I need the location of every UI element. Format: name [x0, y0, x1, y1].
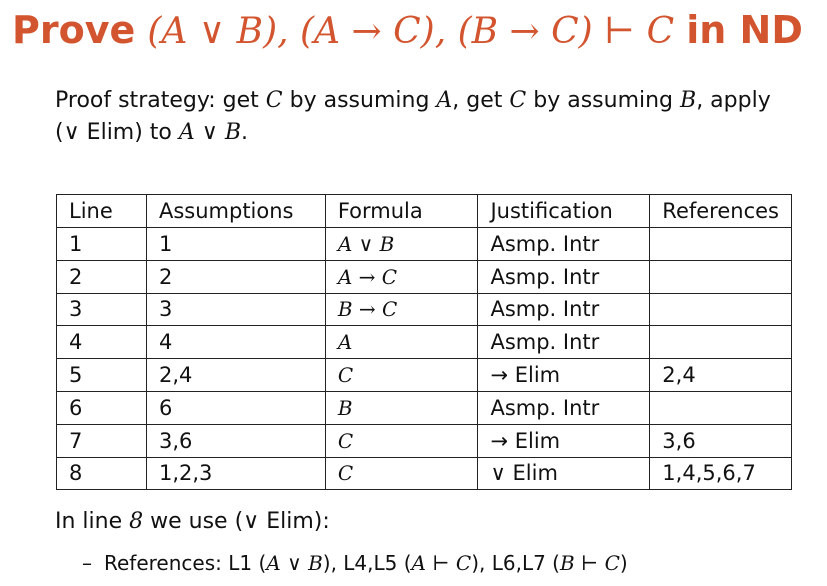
cell-references — [650, 260, 792, 293]
strategy-math: C — [265, 88, 283, 113]
cell-assumptions: 3,6 — [146, 424, 325, 457]
title-prefix: Prove — [12, 8, 136, 52]
cell-formula: C — [325, 457, 478, 490]
note-text: In line — [55, 509, 130, 534]
strategy-math: C — [509, 88, 527, 113]
cell-line: 1 — [57, 228, 147, 261]
cell-references — [650, 391, 792, 424]
header-references: References — [650, 195, 792, 228]
cell-assumptions: 2 — [146, 260, 325, 293]
refs-math: A ∨ B — [266, 551, 323, 575]
cell-line: 7 — [57, 424, 147, 457]
table-row — [57, 391, 792, 424]
strategy-math: A — [436, 88, 453, 113]
cell-formula: A — [325, 326, 478, 359]
title-formula: (A ∨ B), (A → C), (B → C) ⊢ C — [147, 11, 675, 52]
strategy-text: by assuming — [526, 88, 681, 113]
cell-assumptions: 4 — [146, 326, 325, 359]
cell-formula: A ∨ B — [325, 228, 478, 261]
cell-references: 1,4,5,6,7 — [650, 457, 792, 490]
slide-title — [12, 8, 803, 52]
cell-assumptions: 2,4 — [146, 359, 325, 392]
proof-table — [56, 194, 792, 490]
strategy-math: B — [680, 88, 697, 113]
cell-justification: Asmp. Intr — [478, 326, 650, 359]
cell-references: 3,6 — [650, 424, 792, 457]
strategy-text: . — [241, 120, 249, 145]
cell-justification: → Elim — [478, 359, 650, 392]
refs-text: ), L6,L7 ( — [471, 551, 560, 575]
refs-text: ), L4,L5 ( — [322, 551, 412, 575]
strategy-math: A ∨ B — [178, 120, 242, 145]
strategy-text: , get — [452, 88, 510, 113]
cell-formula: A → C — [325, 260, 478, 293]
refs-math: B ⊢ C — [560, 551, 620, 575]
cell-formula: B — [325, 391, 478, 424]
strategy-text: , apply (∨ Elim) to — [55, 88, 771, 145]
cell-line: 5 — [57, 359, 147, 392]
table-row — [57, 457, 792, 490]
cell-line: 3 — [57, 293, 147, 326]
cell-line: 8 — [57, 457, 147, 490]
cell-assumptions: 1,2,3 — [146, 457, 325, 490]
strategy-text: by assuming — [282, 88, 437, 113]
refs-text: ) — [619, 551, 628, 575]
cell-assumptions: 6 — [146, 391, 325, 424]
title-suffix: in ND — [686, 8, 803, 52]
references-bullet — [82, 551, 628, 575]
refs-math: A ⊢ C — [411, 551, 472, 575]
cell-line: 2 — [57, 260, 147, 293]
cell-line: 6 — [57, 391, 147, 424]
cell-references — [650, 228, 792, 261]
header-formula: Formula — [325, 195, 478, 228]
cell-formula: B → C — [325, 293, 478, 326]
cell-justification: Asmp. Intr — [478, 391, 650, 424]
refs-text: References: L1 ( — [104, 551, 267, 575]
table-row — [57, 359, 792, 392]
cell-formula: C — [325, 359, 478, 392]
cell-assumptions: 1 — [146, 228, 325, 261]
table-row — [57, 326, 792, 359]
cell-justification: ∨ Elim — [478, 457, 650, 490]
table-row — [57, 260, 792, 293]
cell-formula: C — [325, 424, 478, 457]
header-justification: Justification — [478, 195, 650, 228]
cell-references — [650, 326, 792, 359]
cell-justification: Asmp. Intr — [478, 293, 650, 326]
cell-justification: Asmp. Intr — [478, 228, 650, 261]
bullet-dash: – — [82, 551, 92, 575]
cell-justification: → Elim — [478, 424, 650, 457]
table-row — [57, 293, 792, 326]
proof-strategy — [55, 85, 785, 149]
cell-line: 4 — [57, 326, 147, 359]
strategy-text: Proof strategy: get — [55, 88, 266, 113]
line-8-note — [55, 509, 330, 534]
cell-references — [650, 293, 792, 326]
note-text: we use (∨ Elim): — [143, 509, 330, 534]
note-math: 8 — [129, 509, 144, 534]
cell-references: 2,4 — [650, 359, 792, 392]
table-row — [57, 424, 792, 457]
table-row — [57, 228, 792, 261]
cell-assumptions: 3 — [146, 293, 325, 326]
header-assumptions: Assumptions — [146, 195, 325, 228]
table-header-row — [57, 195, 792, 228]
header-line: Line — [57, 195, 147, 228]
cell-justification: Asmp. Intr — [478, 260, 650, 293]
